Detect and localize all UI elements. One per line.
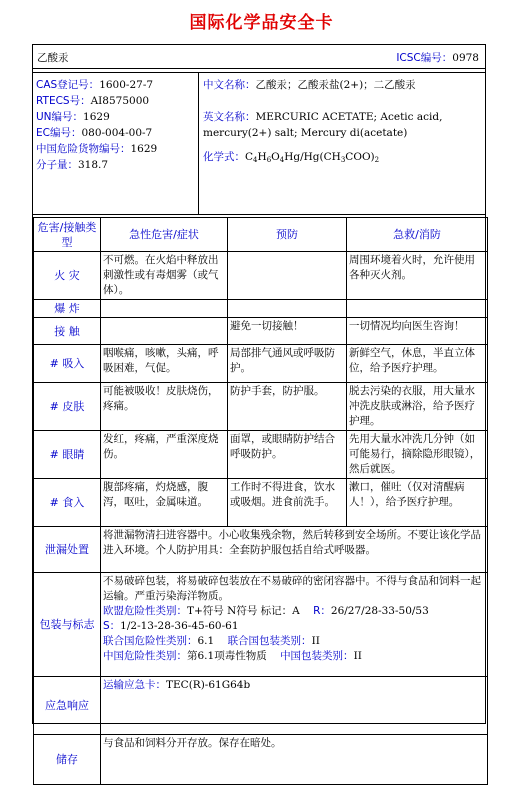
- molecular-weight-label: 分子量：: [36, 159, 78, 171]
- table-row-inhalation: [34, 345, 488, 383]
- fire-prevention: [228, 252, 347, 300]
- un-value: 1629: [83, 111, 110, 123]
- s-phrases-line: S：1/2-13-28-36-45-60-61: [103, 620, 239, 632]
- rtecs-value: AI8575000: [90, 95, 150, 107]
- english-name-row: [203, 109, 483, 141]
- contact-symptoms: [101, 318, 228, 345]
- table-row-packaging: [34, 573, 488, 677]
- ingestion-first-aid: 漱口，催吐（仅对清醒病人！），给予医疗护理。: [347, 479, 488, 527]
- table-row-storage: [34, 735, 488, 785]
- formula-row: [203, 149, 483, 168]
- identification-block: [33, 72, 485, 215]
- molecular-weight-row: [36, 157, 196, 173]
- formula-label: 化学式：: [203, 151, 245, 163]
- spill-text: 将泄漏物清扫进容器中。小心收集残余物，然后转移到安全场所。不要让该化学品进入环境。个人防护用具：全套防护服包括自给式呼吸器。: [101, 527, 488, 573]
- row-label-storage: 储存: [34, 735, 101, 785]
- info-divider: [198, 73, 199, 214]
- eyes-symptoms: 发红，疼痛，严重深度烧伤。: [101, 431, 228, 479]
- row-label-fire: 火 灾: [34, 252, 101, 300]
- table-row-eyes: [34, 431, 488, 479]
- un-label: UN编号：: [36, 111, 84, 123]
- fire-symptoms: 不可燃。在火焰中释放出刺激性或有毒烟雾（或气体）。: [101, 252, 228, 300]
- contact-first-aid: 一切情况均向医生咨询！: [347, 318, 488, 345]
- cn-dangerous-goods-value: 1629: [130, 143, 158, 155]
- table-row-skin: [34, 383, 488, 431]
- cn-dangerous-goods-label: 中国危险货物编号：: [36, 143, 131, 155]
- cn-class-line: 中国危险性类别：第6.1项毒性物质 中国包装类别：II: [103, 650, 362, 662]
- explosion-symptoms: [101, 300, 228, 318]
- card-title: 国际化学品安全卡: [189, 13, 334, 33]
- row-label-emergency: 应急响应: [34, 677, 101, 735]
- chinese-name-label: 中文名称：: [203, 79, 256, 91]
- names-block: [203, 77, 483, 168]
- icsc-number: [396, 50, 479, 65]
- inhalation-prevention: 局部排气通风或呼吸防护。: [228, 345, 347, 383]
- table-row-fire: [34, 252, 488, 300]
- row-label-packaging: 包装与标志: [34, 573, 101, 677]
- storage-text: 与食品和饲料分开存放。保存在暗处。: [101, 735, 488, 785]
- header-first-aid: 急救/消防: [347, 218, 488, 252]
- un-class-line: 联合国危险性类别：6.1 联合国包装类别：II: [103, 635, 320, 647]
- fire-first-aid: 周围环境着火时，允许使用各种灭火剂。: [347, 252, 488, 300]
- emergency-content: 运输应急卡：TEC(R)-61G64b: [101, 677, 488, 735]
- ec-label: EC编号：: [36, 127, 82, 139]
- ec-row: [36, 125, 196, 141]
- english-name-value: MERCURIC ACETATE; Acetic acid, mercury(2+) salt; Mercury di(acetate): [203, 111, 443, 139]
- header-type: 危害/接触类型: [34, 218, 101, 252]
- un-row: [36, 109, 196, 125]
- cas-row: [36, 77, 196, 93]
- packaging-content: [101, 573, 488, 677]
- header-symptoms: 急性危害/症状: [101, 218, 228, 252]
- row-label-explosion: 爆 炸: [34, 300, 101, 318]
- table-row-spill: [34, 527, 488, 573]
- chinese-name-row: [203, 77, 483, 93]
- table-row-ingestion: [34, 479, 488, 527]
- header-prevention: 预防: [228, 218, 347, 252]
- table-row-emergency: [34, 677, 488, 735]
- ingestion-prevention: 工作时不得进食，饮水或吸烟。进食前洗手。: [228, 479, 347, 527]
- inhalation-symptoms: 咽喉痛，咳嗽，头痛，呼吸困难，气促。: [101, 345, 228, 383]
- skin-first-aid: 脱去污染的衣服，用大量水冲洗皮肤或淋浴，给予医疗护理。: [347, 383, 488, 431]
- icsc-value: 0978: [452, 52, 479, 64]
- cas-label: CAS登记号：: [36, 79, 100, 91]
- icsc-label: ICSC编号：: [396, 52, 453, 64]
- cn-dangerous-goods-row: [36, 141, 196, 157]
- explosion-prevention: [228, 300, 347, 318]
- contact-prevention: 避免一切接触！: [228, 318, 347, 345]
- hazard-table: [33, 217, 488, 785]
- eu-class-line: 欧盟危险性类别：T+符号 N符号 标记：A R：26/27/28-33-50/53: [103, 605, 429, 617]
- formula-value: $C_4H_6O_4Hg/Hg(CH_3COO)_2$: [245, 151, 380, 164]
- row-label-contact: 接 触: [34, 318, 101, 345]
- hazard-table-header: [34, 218, 488, 252]
- card-frame: [32, 44, 486, 766]
- identifiers-list: [36, 77, 196, 173]
- chinese-name-value: 乙酸汞；乙酸汞盐(2+)；二乙酸汞: [255, 79, 416, 91]
- skin-symptoms: 可能被吸收！皮肤烧伤，疼痛。: [101, 383, 228, 431]
- row-label-inhalation: # 吸入: [34, 345, 101, 383]
- cas-value: 1600-27-7: [99, 79, 154, 91]
- table-row-explosion: [34, 300, 488, 318]
- molecular-weight-value: 318.7: [78, 159, 109, 171]
- row-label-spill: 泄漏处置: [34, 527, 101, 573]
- explosion-first-aid: [347, 300, 488, 318]
- table-row-contact: [34, 318, 488, 345]
- skin-prevention: 防护手套，防护服。: [228, 383, 347, 431]
- eyes-first-aid: 先用大量水冲洗几分钟（如可能易行，摘除隐形眼镜），然后就医。: [347, 431, 488, 479]
- eyes-prevention: 面罩，或眼睛防护结合呼吸防护。: [228, 431, 347, 479]
- inhalation-first-aid: 新鲜空气，休息，半直立体位，给予医疗护理。: [347, 345, 488, 383]
- chemical-name: 乙酸汞: [37, 52, 69, 64]
- name-row: [33, 45, 485, 69]
- rtecs-row: [36, 93, 196, 109]
- rtecs-label: RTECS号：: [36, 95, 91, 107]
- ec-value: 080-004-00-7: [81, 127, 153, 139]
- english-name-label: 英文名称：: [203, 111, 256, 123]
- row-label-eyes: # 眼睛: [34, 431, 101, 479]
- packaging-text: 不易破碎包装，将易破碎包装放在不易破碎的密闭容器中。不得与食品和饲料一起运输。严重污染海洋物质。: [103, 575, 481, 602]
- ingestion-symptoms: 腹部疼痛，灼烧感，腹泻，呕吐，金属味道。: [101, 479, 228, 527]
- row-label-skin: # 皮肤: [34, 383, 101, 431]
- row-label-ingestion: # 食入: [34, 479, 101, 527]
